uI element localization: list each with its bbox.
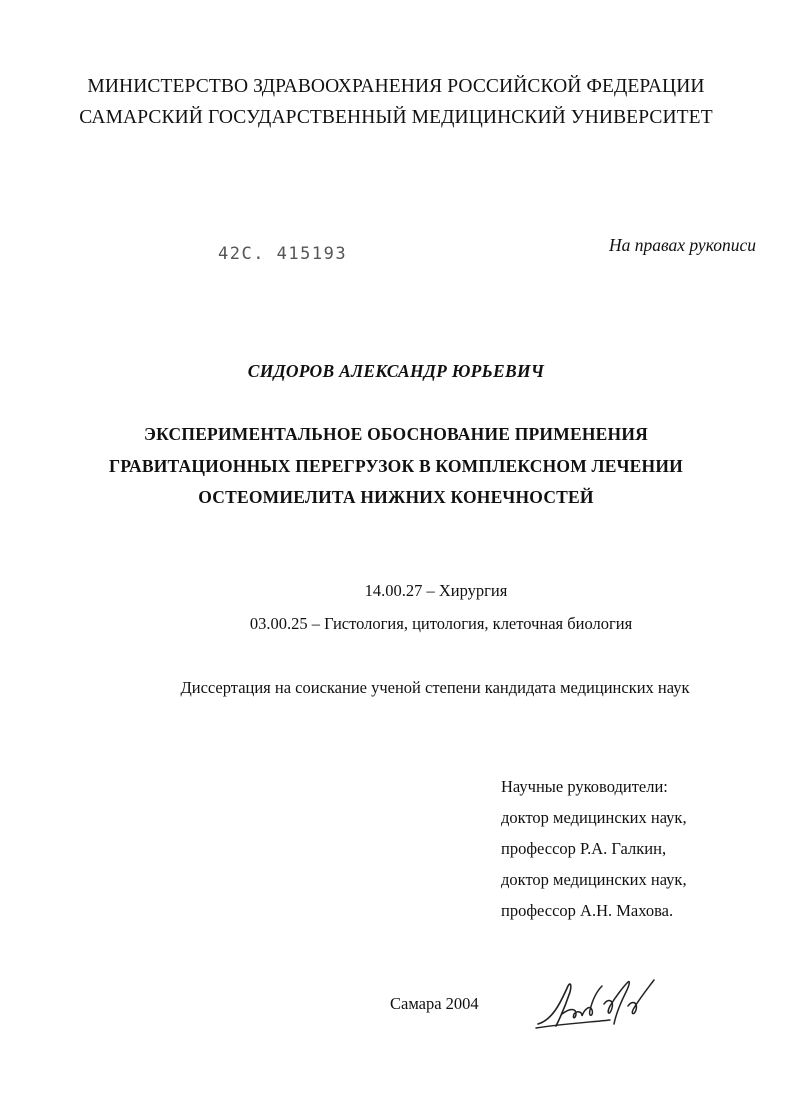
supervisors-block [501, 771, 687, 926]
handwritten-signature [532, 974, 662, 1038]
thesis-title-line-1: ЭКСПЕРИМЕНТАЛЬНОЕ ОБОСНОВАНИЕ ПРИМЕНЕНИЯ [144, 424, 648, 444]
specialty-histology: 03.00.25 – Гистология, цитология, клеточная биология [249, 614, 633, 633]
city-year: Самара 2004 [390, 994, 479, 1013]
thesis-title-line-3: ОСТЕОМИЕЛИТА НИЖНИХ КОНЕЧНОСТЕЙ [198, 487, 594, 507]
university-name: САМАРСКИЙ ГОСУДАРСТВЕННЫЙ МЕДИЦИНСКИЙ УНИВЕРСИТЕТ [79, 107, 713, 128]
thesis-title-line-2: ГРАВИТАЦИОННЫХ ПЕРЕГРУЗОК В КОМПЛЕКСНОМ ЛЕЧЕНИИ [109, 456, 683, 476]
supervisor-2-degree: доктор медицинских наук, [501, 870, 687, 889]
supervisors-heading: Научные руководители: [501, 777, 668, 796]
author-name: СИДОРОВ АЛЕКСАНДР ЮРЬЕВИЧ [247, 361, 545, 381]
ministry-name: МИНИСТЕРСТВО ЗДРАВООХРАНЕНИЯ РОССИЙСКОЙ ФЕДЕРАЦИИ [87, 76, 705, 97]
supervisor-1-degree: доктор медицинских наук, [501, 808, 687, 827]
supervisor-2-name: профессор А.Н. Махова. [501, 901, 674, 920]
dissertation-note: Диссертация на соискание ученой степени кандидата медицинских наук [180, 678, 690, 697]
manuscript-rights-note: На правах рукописи [609, 235, 756, 255]
library-stamp-number: 42С. 415193 [218, 244, 348, 264]
specialty-surgery: 14.00.27 – Хирургия [364, 581, 508, 600]
supervisor-1-name: профессор Р.А. Галкин, [501, 839, 667, 858]
